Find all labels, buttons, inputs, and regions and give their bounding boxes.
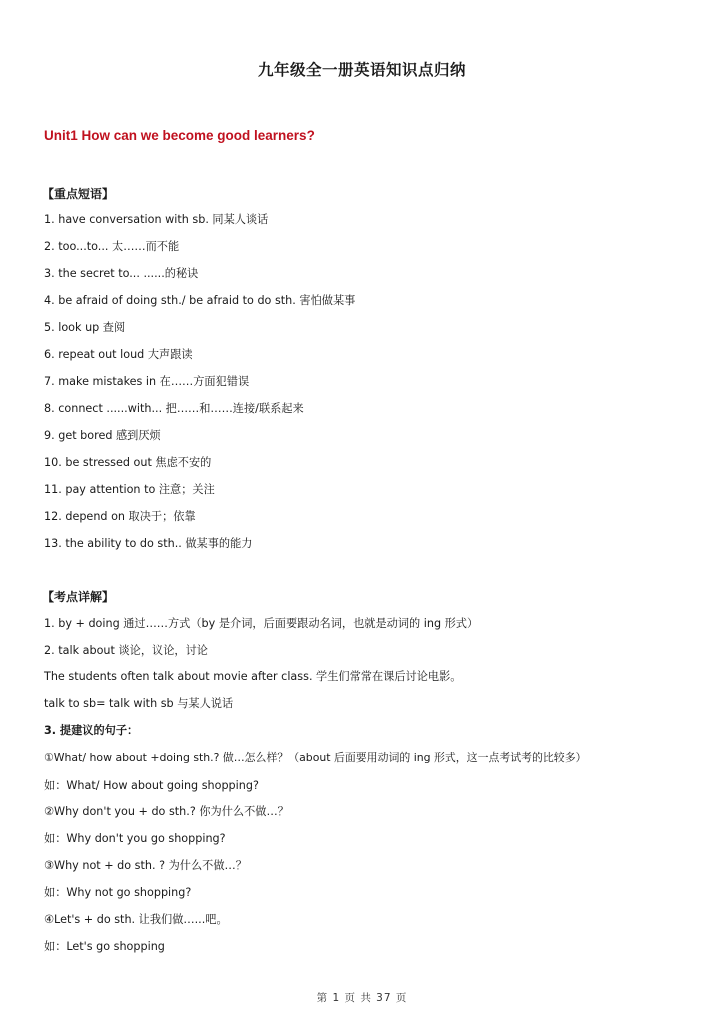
phrase-item: 5. look up 查阅 [44,321,126,334]
details-section-label: 【考点详解】 [42,590,115,604]
phrase-item: 6. repeat out loud 大声跟读 [44,348,193,361]
suggestion-example: 如：Let's go shopping [44,940,165,953]
phrase-item: 12. depend on 取决于；依靠 [44,510,196,523]
suggestion-pattern: ④Let's + do sth. 让我们做…...吧。 [44,913,228,926]
phrases-section-label: 【重点短语】 [42,187,115,201]
detail-example: The students often talk about movie after class. 学生们常常在课后讨论电影。 [44,670,462,683]
detail-line: 1. by + doing 通过……方式（by 是介词，后面要跟动名词，也就是动词的 ing 形式） [44,617,479,630]
unit-heading: Unit1 How can we become good learners? [44,128,315,143]
suggestion-example: 如：What/ How about going shopping? [44,779,259,792]
phrase-item: 8. connect ......with... 把……和……连接/联系起来 [44,402,304,415]
phrase-item: 3. the secret to... ......的秘诀 [44,267,199,280]
suggestion-example: 如：Why not go shopping? [44,886,192,899]
phrase-item: 13. the ability to do sth.. 做某事的能力 [44,537,253,550]
phrase-item: 9. get bored 感到厌烦 [44,429,161,442]
suggestion-example: 如：Why don't you go shopping? [44,832,226,845]
phrase-item: 10. be stressed out 焦虑不安的 [44,456,212,469]
suggestion-pattern: ③Why not + do sth. ? 为什么不做…？ [44,859,247,872]
phrase-item: 11. pay attention to 注意；关注 [44,483,215,496]
phrase-item: 4. be afraid of doing sth./ be afraid to do sth. 害怕做某事 [44,294,356,307]
detail-subheading: 3. 提建议的句子： [44,724,139,737]
detail-line: 2. talk about 谈论，议论，讨论 [44,644,208,657]
phrase-item: 7. make mistakes in 在……方面犯错误 [44,375,250,388]
suggestion-pattern: ①What/ how about +doing sth.? 做…怎么样？（about 后面要用动词的 ing 形式，这一点考试考的比较多） [44,751,587,764]
document-title: 九年级全一册英语知识点归纳 [257,61,466,79]
suggestion-pattern: ②Why don't you + do sth.? 你为什么不做…？ [44,805,289,818]
phrase-item: 2. too...to... 太……而不能 [44,240,180,253]
phrase-item: 1. have conversation with sb. 同某人谈话 [44,213,269,226]
detail-line: talk to sb= talk with sb 与某人说话 [44,697,234,710]
page-footer: 第 1 页 共 37 页 [316,992,408,1004]
